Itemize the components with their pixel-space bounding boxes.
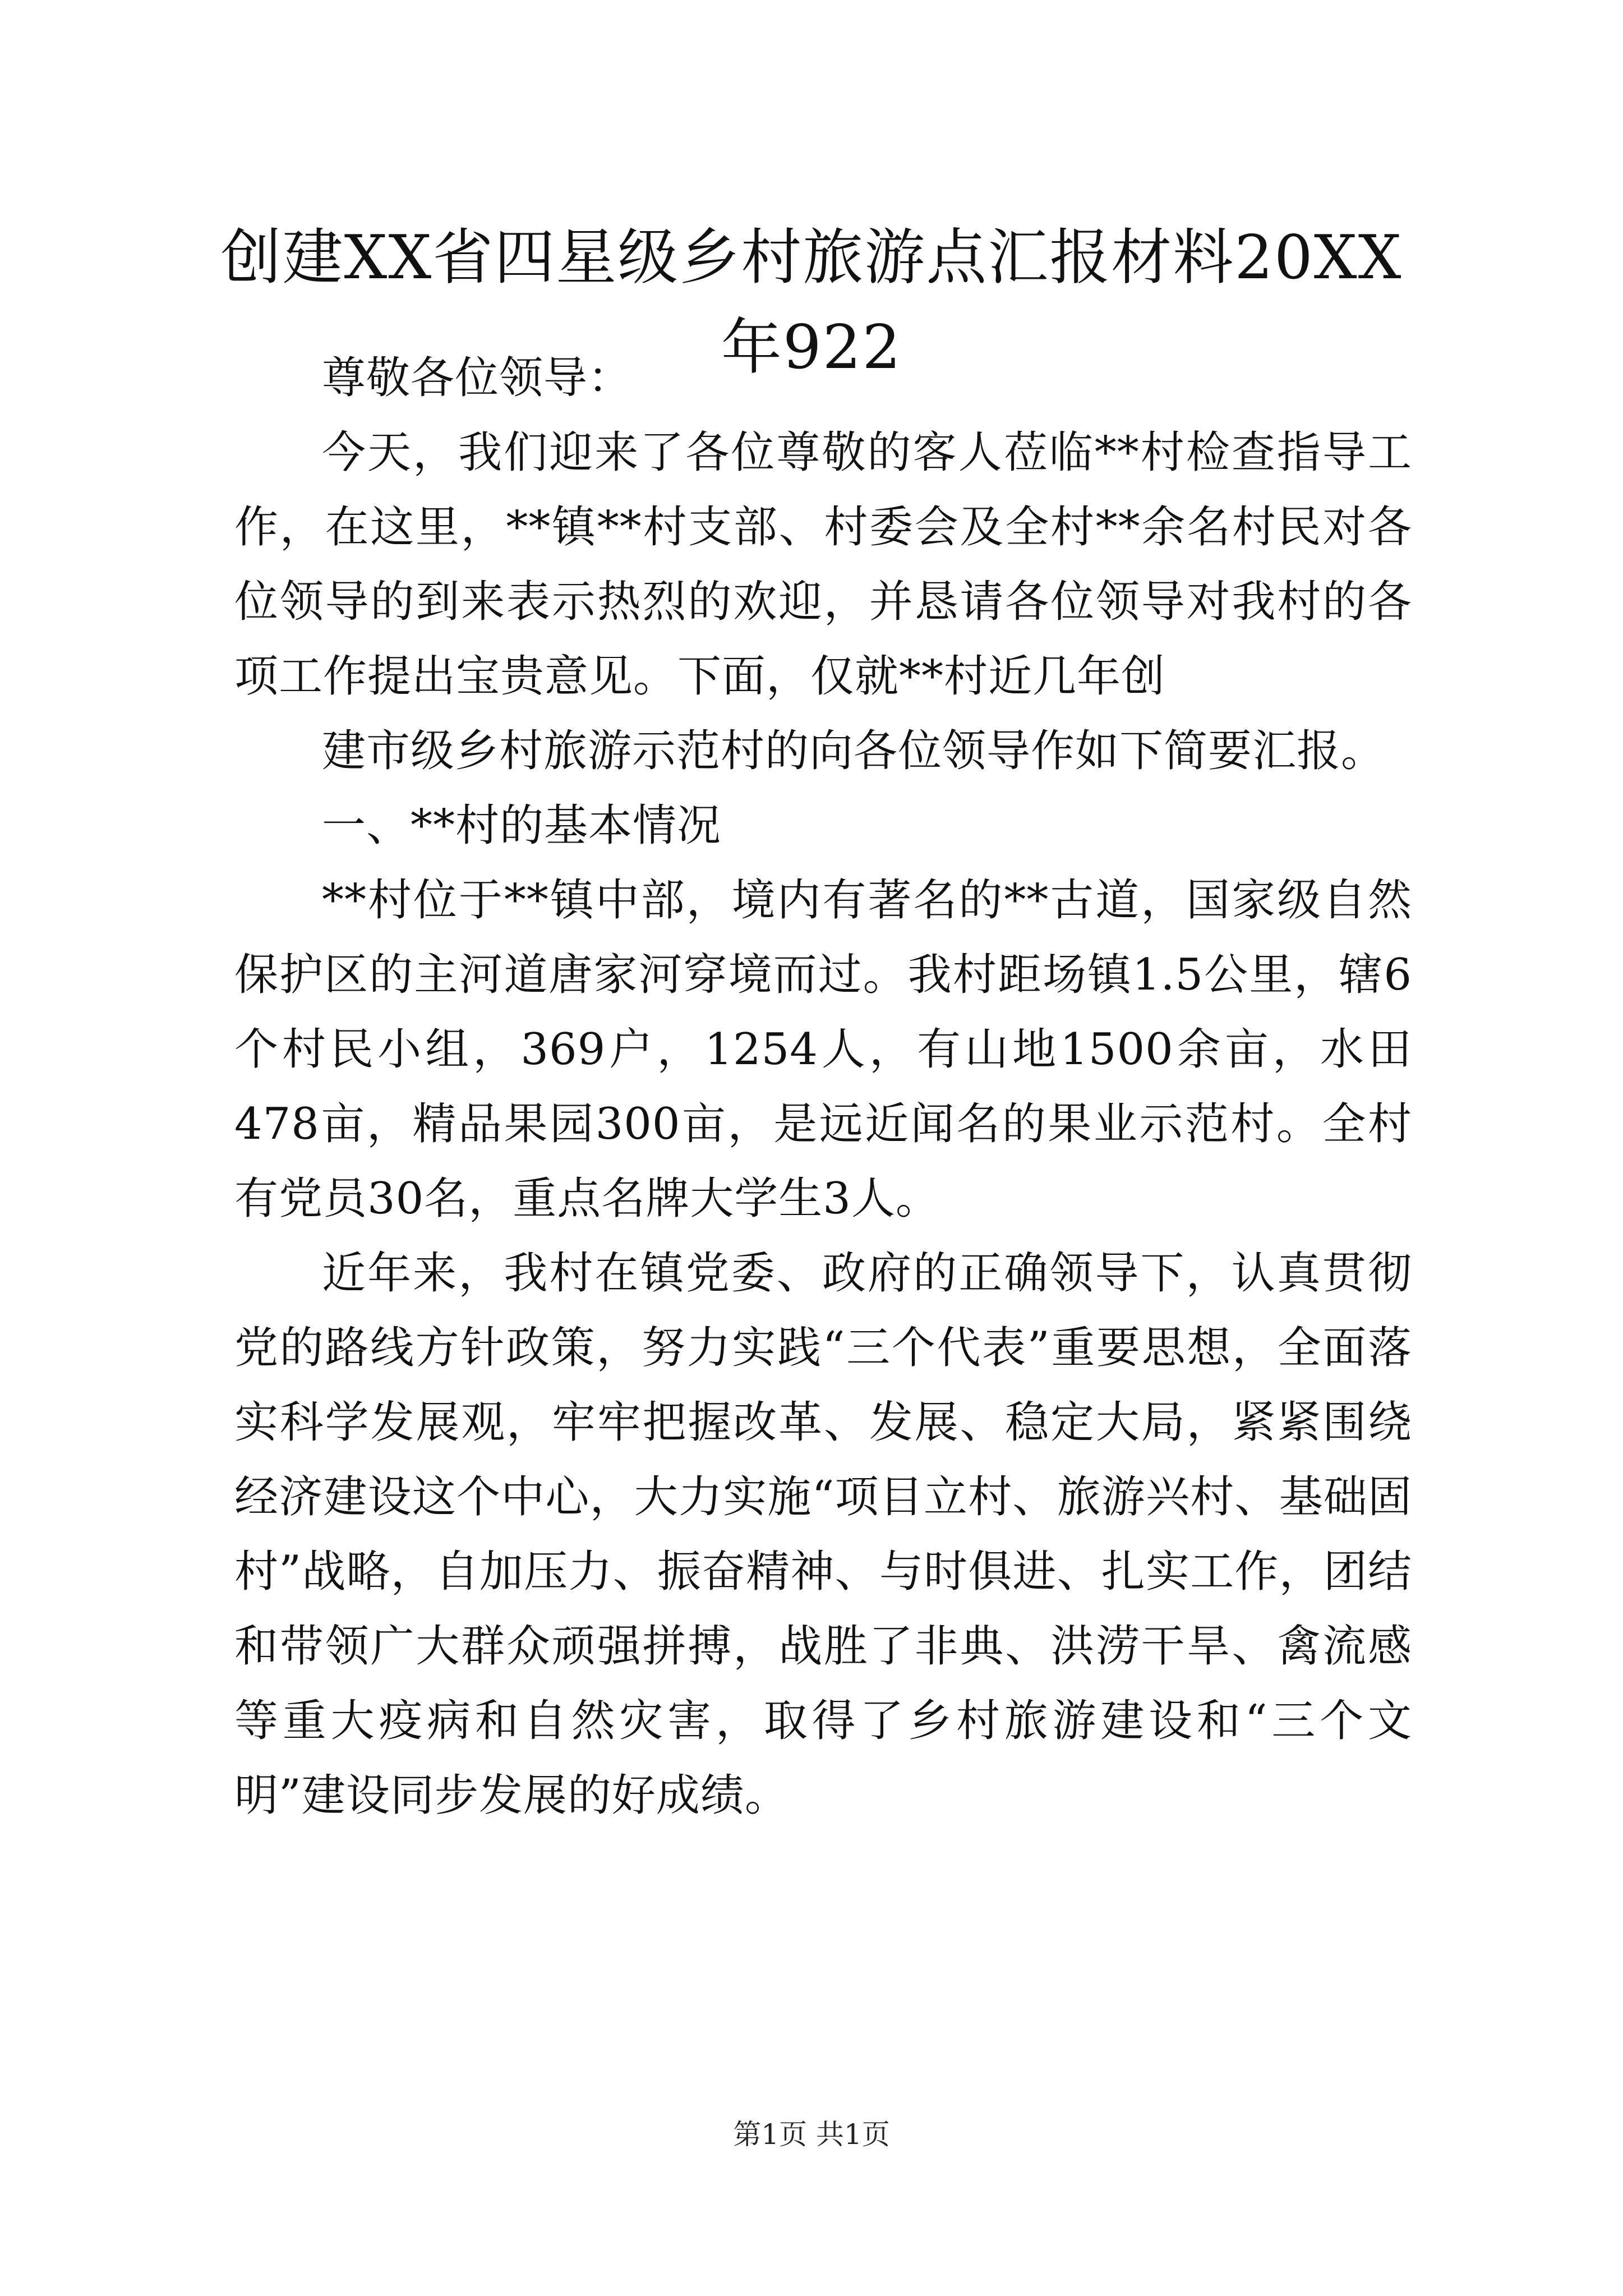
title-line-2: 年922 <box>721 312 902 383</box>
title-line-1: 创建XX省四星级乡村旅游点汇报材料20XX <box>220 223 1403 293</box>
document-body <box>234 341 1412 1833</box>
paragraph-intro: 今天，我们迎来了各位尊敬的客人莅临**村检查指导工作，在这里，**镇**村支部、村委会及全村**余名村民对各位领导的到来表示热烈的欢迎，并恳请各位领导对我村的各项工作提出宝贵意见。下面，仅就**村近几年创 <box>234 427 1412 702</box>
paragraph-continuation: 建市级乡村旅游示范村的向各位领导作如下简要汇报。 <box>322 726 1386 776</box>
paragraph-achievements: 近年来，我村在镇党委、政府的正确领导下，认真贯彻党的路线方针政策，努力实践“三个代表”重要思想，全面落实科学发展观，牢牢把握改革、发展、稳定大局，紧紧围绕经济建设这个中心，大力实施“项目立村、旅游兴村、基础固村”战略，自加压力、振奋精神、与时俱进、扎实工作，团结和带领广大群众顽强拼搏，战胜了非典、洪涝干旱、禽流感等重大疫病和自然灾害，取得了乡村旅游建设和“三个文明”建设同步发展的好成绩。 <box>234 1248 1412 1821</box>
section-heading: 一、**村的基本情况 <box>322 800 722 851</box>
salutation: 尊敬各位领导： <box>322 353 633 403</box>
paragraph-basic-info: **村位于**镇中部，境内有著名的**古道，国家级自然保护区的主河道唐家河穿境而过。我村距场镇1.5公里，辖6个村民小组，369户，1254人，有山地1500余亩，水田478亩，精品果园300亩，是远近闻名的果业示范村。全村有党员30名，重点名牌大学生3人。 <box>234 875 1412 1224</box>
page-number-footer: 第1页 共1页 <box>733 2118 890 2151</box>
